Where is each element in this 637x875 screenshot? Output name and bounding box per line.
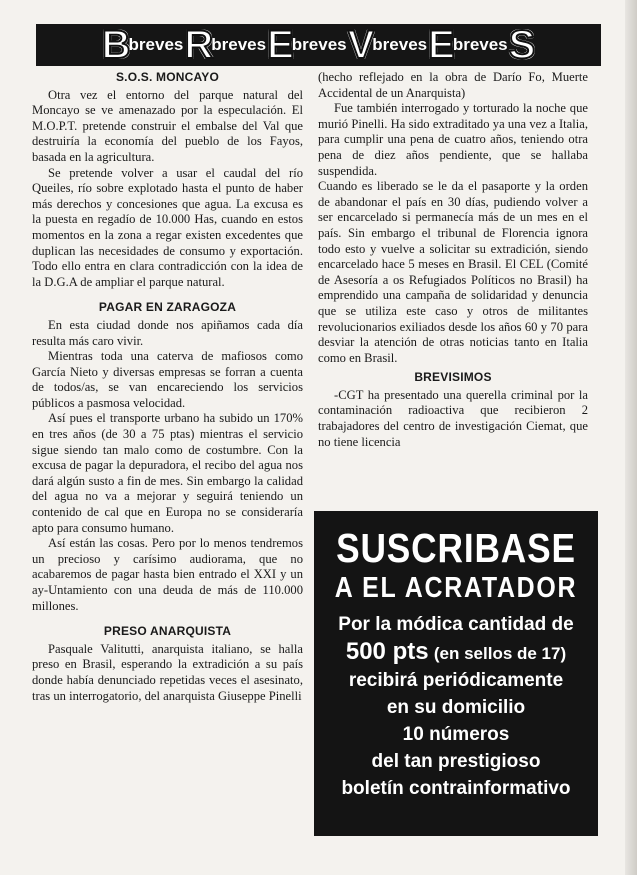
article-paragraph: Se pretende volver a usar el caudal del río Queiles, río sobre explotado hasta el punto de haber más derechos y concesiones que agua. La excusa es la puesta en regadío de 10.000 Has, cuando en estos momentos en la zona a regar existen excedentes que duplican las necesidades de consumo y exportación. Todo ello entra en clara contradicción con la idea de la D.G.A de ampliar el parque natural. [32,165,303,289]
article-paragraph: Fue también interrogado y torturado la noche que murió Pinelli. Ha sido extraditado ya una vez a Italia, para cumplir una pena de cuatro años, teniendo otra pena de diez años pendiente, que se hallaba suspendida. [318,101,588,178]
article-heading-preso: PRESO ANARQUISTA [103,624,232,639]
article-paragraph: -CGT ha presentado una querella criminal por la contaminación radioactiva que recibieron 2 trabajadores del centro de investigación Ciemat, que no tiene licencia [318,387,588,449]
masthead-letter: E [428,24,455,66]
masthead-letter: E [267,24,294,66]
article-paragraph: En esta ciudad donde nos apiñamos cada día resulta más caro vivir. [32,317,303,348]
ad-line: del tan prestigioso [371,751,541,772]
masthead-letter: V [347,24,375,66]
ad-headline: SUSCRIBASE [336,525,576,571]
ad-subheadline: A EL ACRATADOR [334,572,578,604]
masthead-letter: R [184,24,214,66]
subscription-ad [314,511,598,836]
article-paragraph: Otra vez el entorno del parque natural del Moncayo se ve amenazado por la especulación. El M.O.P.T. pretende construir el embalse del Val que destruiría la economía del pueblo de los Fayos, basada en la agricultura. [32,87,303,164]
ad-line: 10 números [402,724,510,745]
masthead-letter: B [101,24,131,66]
ad-line: boletín contrainformativo [341,778,571,799]
article-paragraph: Así están las cosas. Pero por lo menos tendremos un precioso y carísimo audiorama, que no acabaremos de pagar hasta bien entrado el XXI y un ay-Untamiento con una deuda de más de 110.000 millones. [32,536,303,613]
masthead-word: breves [372,35,428,54]
ad-price: 500 pts [345,638,429,665]
masthead-title [101,24,536,66]
article-heading-brevisimos: BREVISIMOS [414,370,492,385]
ad-line: en su domicilio [386,697,526,718]
ad-line: Por la módica cantidad de [338,614,574,635]
masthead-banner [36,24,601,66]
article-paragraph: Así pues el transporte urbano ha subido un 170% en tres años (de 30 a 75 ptas) mientras el servicio sigue siendo tan malo como de costumbre. Con la excusa de pagar la depuradora, el recibo del agua nos dará algún susto a fin de mes. Sin embargo la calidad del agua no va a mejorar y seguirá teniendo un contenido de cal que en Europa no se consideraría apto para consumo humano. [32,411,303,535]
article-heading-moncayo: S.O.S. MONCAYO [115,70,220,84]
article-paragraph: Cuando es liberado se le da el pasaporte y la orden de abandonar el país en 30 días, pudiendo volver a ser encarcelado si permanecía más de un mes en el país. Sin embargo el tribunal de Florencia ignora todo esto y vuelve a solicitar su extradición, siendo encarcelado hace 5 meses en Brasil. El CEL (Comité de Asesoría a os Refugiados Políticos no Brasil) ha emprendido una campaña de solidaridad y denuncia que se utiliza este caso y otros de militantes revolucionarios exiliados desde los años 60 y 70 para desviar la atención de otras noticias tanto en Italia como en Brasil. [318,179,588,365]
masthead-word: breves [211,35,267,54]
article-paragraph: (hecho reflejado en la obra de Darío Fo, Muerte Accidental de un Anarquista) [318,70,588,100]
article-paragraph: Mientras toda una caterva de mafiosos como García Nieto y diversas empresas se forran a cuenta de todos/as, se van encareciendo los servicios públicos a pasmosa velocidad. [32,349,303,410]
ad-line: recibirá periódicamente [348,670,564,691]
left-column [32,70,303,704]
ad-price-line [314,638,598,667]
right-column [318,70,588,450]
masthead-word: breves [128,35,184,54]
ad-price-note: (en sellos de 17) [433,644,567,663]
masthead-letter: S [508,24,536,66]
article-heading-zaragoza: PAGAR EN ZARAGOZA [98,300,237,315]
masthead-word: breves [452,35,508,54]
masthead-word: breves [291,35,347,54]
page-edge [625,0,637,875]
article-paragraph: Pasquale Valitutti, anarquista italiano, se halla preso en Brasil, esperando la extradición a su país donde había denunciado repetidas veces el asesinato, tras un interrogatorio, del anarquista Giuseppe Pinelli [32,641,303,703]
